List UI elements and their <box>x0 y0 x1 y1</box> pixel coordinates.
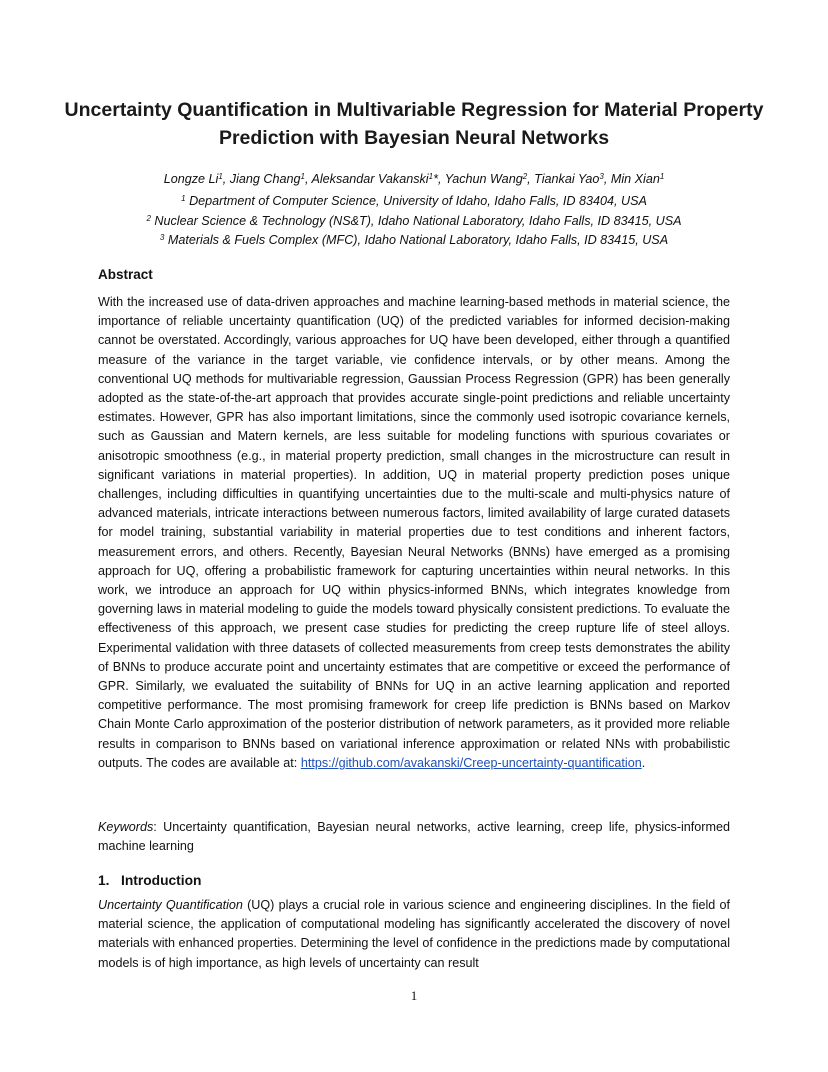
abstract-heading: Abstract <box>98 267 153 282</box>
introduction-paragraph: Uncertainty Quantification (UQ) plays a crucial role in various science and engineering disciplines. In the field of material science, the application of computational modeling has significantly accelerated the discovery of novel materials with enhanced properties. Determining the level of confidence in the predictions made by computational models is of high importance, as high levels of uncertainty can result <box>98 898 730 970</box>
author-6: Min Xian$^1$ <box>610 172 665 186</box>
author-list: Longze Li$^1$, Jiang Chang$^1$, Aleksandar Vakanski$^1$*, Yachun Wang$^2$, Tiankai Yao$^3$, Min Xian$^1$ <box>163 172 665 186</box>
keywords: Keywords: Uncertainty quantification, Bayesian neural networks, active learning, creep life, physics-informed machine learning <box>98 820 730 854</box>
author-1: Longze Li$^1$ <box>163 172 223 186</box>
code-repository-link[interactable]: https://github.com/avakanski/Creep-uncertainty-quantification <box>300 755 642 770</box>
affiliation-2: $^2$ Nuclear Science & Technology (NS&T), Idaho National Laboratory, Idaho Falls, ID 83415, USA <box>146 214 682 228</box>
section-heading-introduction: 1. Introduction <box>98 873 202 888</box>
paper-title: Uncertainty Quantification in Multivariable Regression for Material Property Prediction with Bayesian Neural Networks <box>64 99 764 149</box>
keywords-label: Keywords <box>98 820 154 834</box>
affiliation-1: $^1$ Department of Computer Science, University of Idaho, Idaho Falls, ID 83404, USA <box>181 194 647 208</box>
author-5: Tiankai Yao$^3$ <box>534 172 604 186</box>
affiliation-3: $^3$ Materials & Fuels Complex (MFC), Idaho National Laboratory, Idaho Falls, ID 83415, USA <box>159 233 669 247</box>
page-number: 1 <box>410 988 418 1003</box>
abstract-body: With the increased use of data-driven approaches and machine learning-based methods in material science, the importance of reliable uncertainty quantification (UQ) of the predicted variables for informed decision-making cannot be overstated. Accordingly, various approaches for UQ have been developed, either through a quantified measure of the variance in the target variable, vie confidence intervals, or by other means. Among the conventional UQ methods for multivariable regression, Gaussian Process Regression (GPR) has been generally adopted as the state-of-the-art approach that provides accurate single-point predictions and reliable uncertainty estimates. However, GPR has also important limitations, since the commonly used isotropic covariance kernels, such as Gaussian and Matern kernels, are less suitable for modeling functions with spurious covariates or anisotropic smoothness (e.g., in material property prediction, small changes in the microstructure can result in significant variations in material properties). In addition, UQ in material property prediction poses unique challenges, including difficulties in quantifying uncertainties due to the multi-scale and multi-physics nature of advanced materials, intricate interactions between numerous factors, limited availability of large curated datasets for model training, substantial variability in material properties due to test conditions and inherent factors, measurement errors, and others. Recently, Bayesian Neural Networks (BNNs) have emerged as a promising approach for UQ, offering a probabilistic framework for capturing uncertainties within neural networks. In this work, we introduce an approach for UQ within physics-informed BNNs, which integrates knowledge from governing laws in material modeling to guide the models toward physically consistent predictions. To evaluate the effectiveness of this approach, we present case studies for predicting the creep rupture life of steel alloys. Experimental validation with three datasets of collected measurements from creep tests demonstrates the ability of BNNs to produce accurate point and uncertainty estimates that are competitive or exceed the performance of GPR. Similarly, we evaluated the suitability of BNNs for UQ in an active learning application and reported competitive performance. The most promising framework for creep life prediction is BNNs based on Markov Chain Monte Carlo approximation of the posterior distribution of network parameters, as it provided more reliable results in comparison to BNNs based on variational inference approximation or related NNs with probabilistic outputs. The codes are available at: https://github.com/avakanski/Creep-uncertainty-quantification. <box>98 295 730 770</box>
author-2: Jiang Chang$^1$ <box>229 172 305 186</box>
author-4: Yachun Wang$^2$ <box>444 172 528 186</box>
author-3: Aleksandar Vakanski$^1$* <box>311 172 438 186</box>
